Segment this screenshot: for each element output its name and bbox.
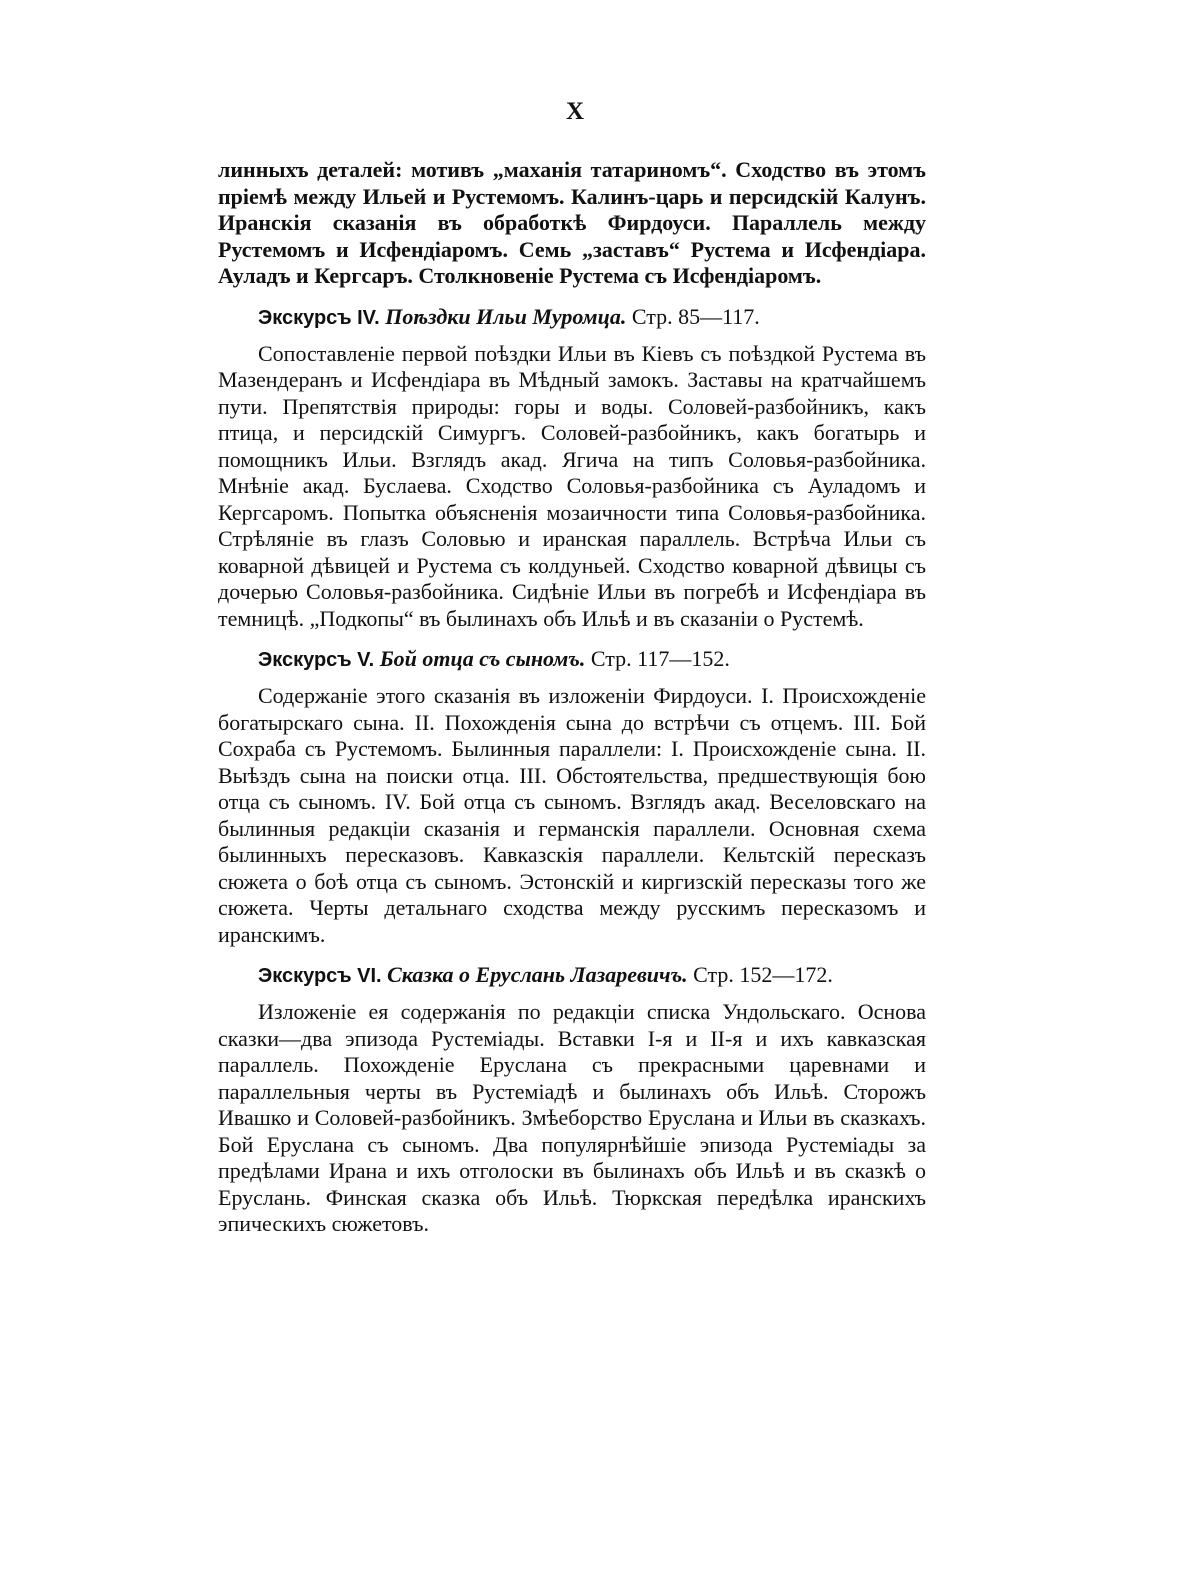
excursus-pages: Стр. 152—172.: [693, 962, 833, 987]
excursus-body-4: Сопоставленіе первой поѣздки Ильи въ Кіевъ съ поѣздкой Рустема въ Мазендеранъ и Исфендіара въ Мѣдный замокъ. Заставы на кратчайшемъ пути. Препятствія природы: горы и воды. Соловей-разбойникъ, какъ птица, и персидскій Симургъ. Соловей-разбойникъ, какъ богатырь и помощникъ Ильи. Взглядъ акад. Ягича на типъ Соловья-разбойника. Мнѣніе акад. Буслаева. Сходство Соловья-разбойника съ Ауладомъ и Кергсаромъ. Попытка объясненія мозаичности типа Соловья-разбойника. Стрѣляніе въ глазъ Соловью и иранская параллель. Встрѣча Ильи съ коварной дѣвицей и Рустема съ колдуньей. Сходство коварной дѣвицы съ дочерью Соловья-разбойника. Сидѣніе Ильи въ погребѣ и Исфендіара въ темницѣ. „Подкопы“ въ былинахъ объ Ильѣ и въ сказаніи о Рустемѣ.: [218, 340, 926, 631]
excursus-label: Экскурсъ: [258, 306, 352, 329]
excursus-body-6: Изложеніе ея содержанія по редакціи списка Ундольскаго. Основа сказки—два эпизода Рустеміады. Вставки I-я и II-я и ихъ кавказская параллель. Похожденіе Еруслана съ прекрасными царевнами и параллельныя черты въ Рустеміадѣ и былинахъ объ Ильѣ. Сторожъ Ивашко и Соловей-разбойникъ. Змѣеборство Еруслана и Ильи въ сказкахъ. Бой Еруслана съ сыномъ. Два популярнѣйшіе эпизода Рустеміады за предѣлами Ирана и ихъ отголоски въ былинахъ объ Ильѣ и въ сказкѣ о Еруслань. Финская сказка объ Ильѣ. Тюркская передѣлка иранскихъ эпическихъ сюжетовъ.: [218, 999, 926, 1236]
excursus-label: Экскурсъ: [258, 649, 352, 671]
excursus-numeral: VI.: [357, 965, 382, 987]
excursus-title: Сказка о Еруслань Лазаревичъ.: [387, 962, 688, 987]
excursus-heading-6: [218, 962, 926, 989]
excursus-label: Экскурсъ: [258, 965, 352, 987]
text-column: [218, 157, 926, 1238]
excursus-title: Бой отца съ сыномъ.: [379, 646, 586, 671]
excursus-numeral: V.: [357, 649, 375, 671]
excursus-pages: Стр. 85—117.: [631, 303, 760, 329]
excursus-numeral: IV.: [357, 306, 380, 329]
page-number: X: [565, 98, 586, 125]
excursus-pages: Стр. 117—152.: [590, 646, 730, 671]
intro-paragraph: линныхъ деталей: мотивъ „маханія татариномъ“. Сходство въ этомъ пріемѣ между Ильей и Рустемомъ. Калинъ-царь и персидскій Калунъ. Иранскія сказанія въ обработкѣ Фирдоуси. Параллель между Рустемомъ и Исфендіаромъ. Семь „заставъ“ Рустема и Исфендіара. Ауладъ и Кергсаръ. Столкновеніе Рустема съ Исфендіаромъ.: [218, 157, 926, 288]
excursus-heading-5: [218, 646, 926, 673]
excursus-title: Поѣздки Ильи Муромца.: [385, 303, 627, 329]
excursus-body-5: Содержаніе этого сказанія въ изложеніи Фирдоуси. I. Происхожденіе богатырскаго сына. II. Похожденія сына до встрѣчи съ отцемъ. III. Бой Сохраба съ Рустемомъ. Былинныя параллели: I. Происхожденіе сына. II. Выѣздъ сына на поиски отца. III. Обстоятельства, предшествующія бою отца съ сыномъ. IV. Бой отца съ сыномъ. Взглядъ акад. Веселовскаго на былинныя редакціи сказанія и германскія параллели. Основная схема былинныхъ пересказовъ. Кавказскія параллели. Кельтскій пересказъ сюжета о боѣ отца съ сыномъ. Эстонскій и киргизскій пересказы того же сюжета. Черты детальнаго сходства между русскимъ пересказомъ и иранскимъ.: [218, 683, 926, 947]
excursus-heading-4: [218, 304, 926, 331]
